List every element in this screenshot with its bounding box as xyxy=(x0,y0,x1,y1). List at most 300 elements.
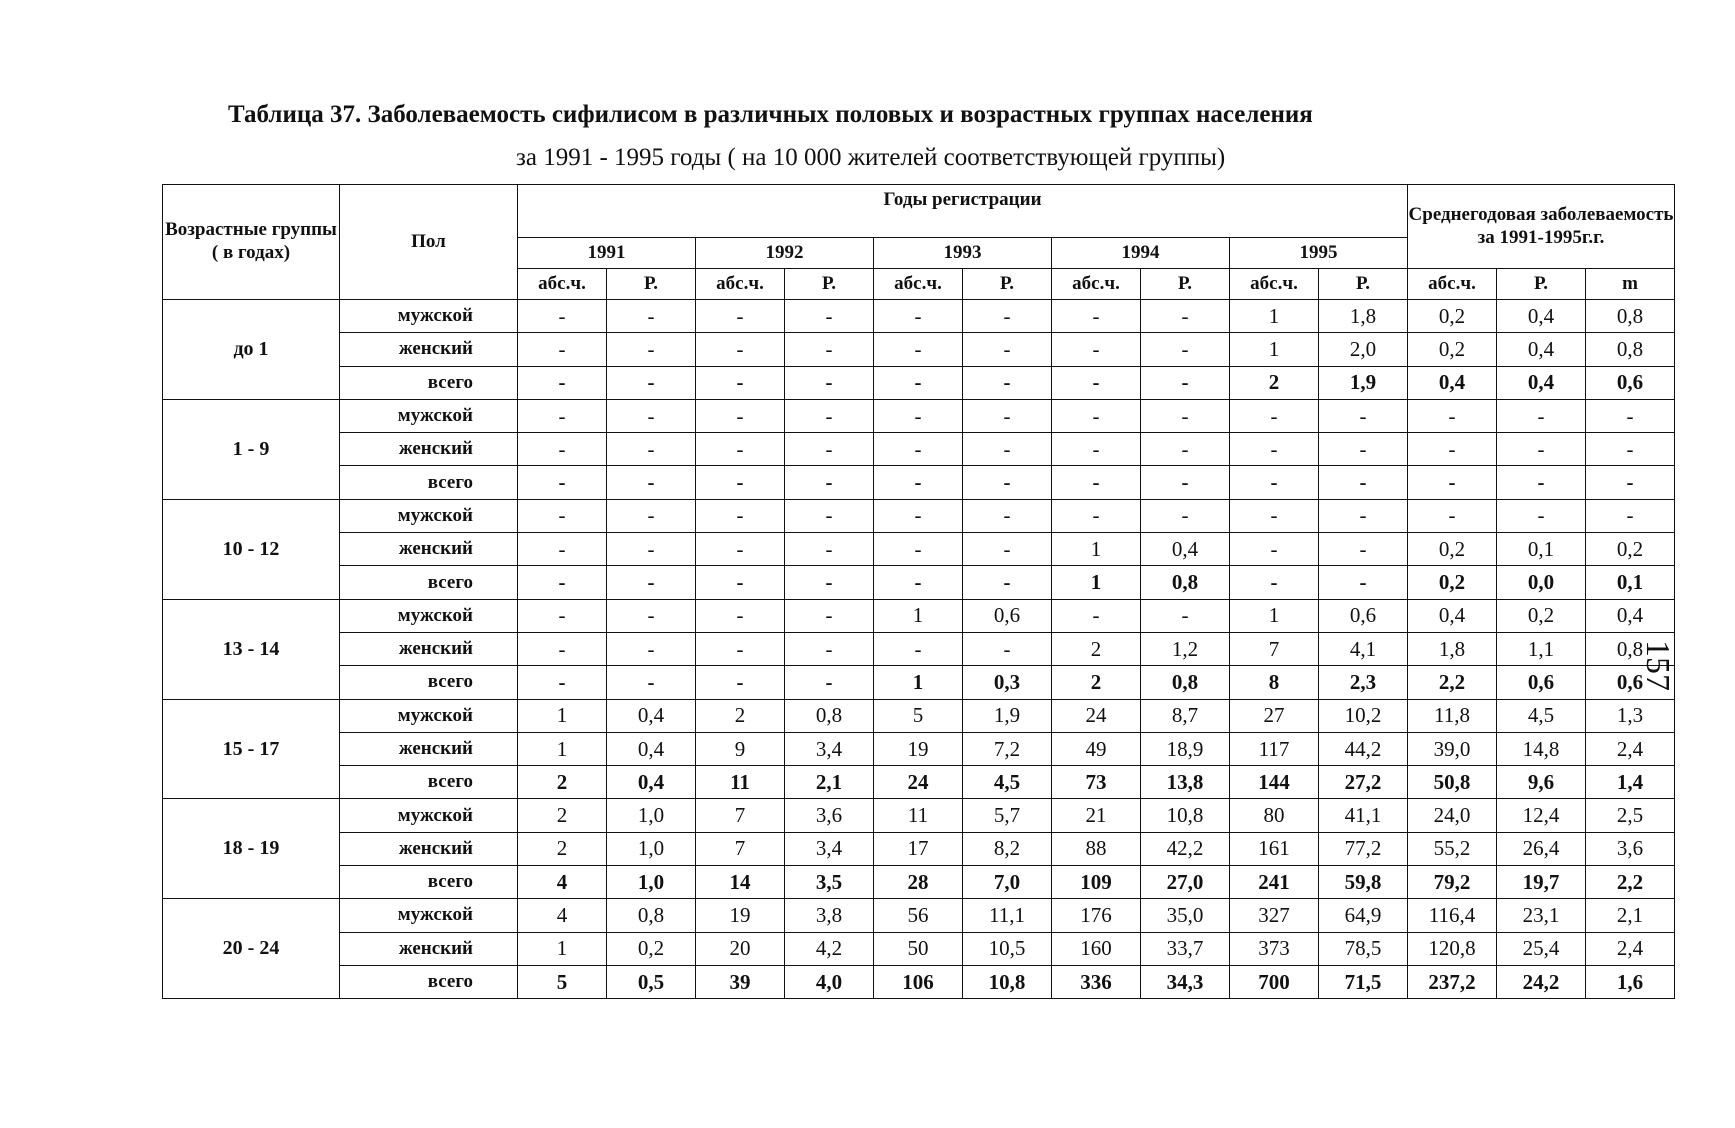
table-row xyxy=(163,333,1675,366)
table-row xyxy=(163,899,1675,932)
value-cell: 0,4 xyxy=(1408,366,1497,399)
value-cell: 2 xyxy=(518,799,607,832)
value-cell: 2 xyxy=(696,699,785,732)
value-cell: 59,8 xyxy=(1319,866,1408,899)
value-cell: - xyxy=(1141,399,1230,432)
age-group-cell: 13 - 14 xyxy=(163,599,340,699)
value-cell: - xyxy=(1230,566,1319,599)
header-p: Р. xyxy=(1319,269,1408,300)
value-cell: 117 xyxy=(1230,732,1319,765)
value-cell: 0,4 xyxy=(1497,366,1586,399)
sex-cell: мужской xyxy=(340,899,518,932)
sex-cell: всего xyxy=(340,666,518,699)
value-cell: - xyxy=(1586,433,1675,466)
value-cell: - xyxy=(1230,466,1319,499)
value-cell: - xyxy=(1052,433,1141,466)
age-group-cell: 10 - 12 xyxy=(163,499,340,599)
value-cell: - xyxy=(1141,499,1230,532)
sex-cell: женский xyxy=(340,832,518,865)
value-cell: 3,6 xyxy=(785,799,874,832)
value-cell: 1 xyxy=(1052,566,1141,599)
value-cell: 0,2 xyxy=(1408,300,1497,333)
value-cell: - xyxy=(518,300,607,333)
value-cell: - xyxy=(607,666,696,699)
header-year-1995: 1995 xyxy=(1230,238,1408,269)
value-cell: - xyxy=(963,533,1052,566)
table-title: Таблица 37. Заболеваемость сифилисом в различных половых и возрастных группах населения xyxy=(228,101,1313,128)
value-cell: 42,2 xyxy=(1141,832,1230,865)
value-cell: 176 xyxy=(1052,899,1141,932)
value-cell: - xyxy=(874,466,963,499)
sex-cell: всего xyxy=(340,566,518,599)
value-cell: 12,4 xyxy=(1497,799,1586,832)
sex-cell: мужской xyxy=(340,300,518,333)
header-age-group: Возрастные группы ( в годах) xyxy=(163,185,340,300)
value-cell: - xyxy=(785,599,874,632)
value-cell: 0,8 xyxy=(1141,566,1230,599)
value-cell: 0,8 xyxy=(1141,666,1230,699)
age-group-cell: 20 - 24 xyxy=(163,899,340,999)
value-cell: - xyxy=(963,300,1052,333)
value-cell: - xyxy=(963,433,1052,466)
value-cell: 0,6 xyxy=(963,599,1052,632)
sex-cell: мужской xyxy=(340,499,518,532)
value-cell: 5 xyxy=(518,965,607,998)
value-cell: - xyxy=(696,666,785,699)
value-cell: - xyxy=(518,599,607,632)
header-p: Р. xyxy=(785,269,874,300)
value-cell: 7 xyxy=(696,832,785,865)
value-cell: 1,1 xyxy=(1497,632,1586,665)
header-abs: абс.ч. xyxy=(874,269,963,300)
value-cell: - xyxy=(963,632,1052,665)
header-sex: Пол xyxy=(340,185,518,300)
value-cell: 1,0 xyxy=(607,866,696,899)
table-row xyxy=(163,632,1675,665)
value-cell: 14 xyxy=(696,866,785,899)
value-cell: 26,4 xyxy=(1497,832,1586,865)
value-cell: 3,4 xyxy=(785,732,874,765)
header-year-1994: 1994 xyxy=(1052,238,1230,269)
value-cell: - xyxy=(607,632,696,665)
value-cell: - xyxy=(1141,599,1230,632)
value-cell: 2,1 xyxy=(1586,899,1675,932)
value-cell: - xyxy=(785,566,874,599)
value-cell: - xyxy=(874,300,963,333)
value-cell: 2,4 xyxy=(1586,932,1675,965)
value-cell: 14,8 xyxy=(1497,732,1586,765)
value-cell: - xyxy=(696,599,785,632)
table-row xyxy=(163,366,1675,399)
value-cell: 21 xyxy=(1052,799,1141,832)
incidence-table xyxy=(162,184,1675,999)
table-row xyxy=(163,699,1675,732)
value-cell: 24 xyxy=(1052,699,1141,732)
value-cell: 77,2 xyxy=(1319,832,1408,865)
value-cell: 2 xyxy=(1230,366,1319,399)
sex-cell: женский xyxy=(340,732,518,765)
value-cell: 2,5 xyxy=(1586,799,1675,832)
value-cell: - xyxy=(518,666,607,699)
value-cell: - xyxy=(1319,499,1408,532)
value-cell: 109 xyxy=(1052,866,1141,899)
value-cell: 3,4 xyxy=(785,832,874,865)
value-cell: - xyxy=(785,300,874,333)
value-cell: 1 xyxy=(518,932,607,965)
value-cell: 144 xyxy=(1230,766,1319,799)
header-year-1992: 1992 xyxy=(696,238,874,269)
table-row xyxy=(163,932,1675,965)
value-cell: - xyxy=(607,399,696,432)
value-cell: 1 xyxy=(1230,333,1319,366)
page-number: 157 xyxy=(1639,640,1676,691)
value-cell: - xyxy=(785,499,874,532)
value-cell: 0,0 xyxy=(1497,566,1586,599)
value-cell: 18,9 xyxy=(1141,732,1230,765)
value-cell: 27,0 xyxy=(1141,866,1230,899)
value-cell: - xyxy=(1230,433,1319,466)
value-cell: 327 xyxy=(1230,899,1319,932)
table-row xyxy=(163,965,1675,998)
value-cell: 336 xyxy=(1052,965,1141,998)
value-cell: - xyxy=(1408,466,1497,499)
value-cell: 9,6 xyxy=(1497,766,1586,799)
value-cell: 0,8 xyxy=(1586,632,1675,665)
value-cell: - xyxy=(785,399,874,432)
value-cell: 24 xyxy=(874,766,963,799)
table-row xyxy=(163,599,1675,632)
value-cell: - xyxy=(696,433,785,466)
value-cell: - xyxy=(518,466,607,499)
value-cell: 5,7 xyxy=(963,799,1052,832)
value-cell: - xyxy=(963,366,1052,399)
value-cell: 0,4 xyxy=(1586,599,1675,632)
value-cell: 2,2 xyxy=(1586,866,1675,899)
value-cell: 700 xyxy=(1230,965,1319,998)
value-cell: 0,5 xyxy=(607,965,696,998)
header-p: Р. xyxy=(963,269,1052,300)
value-cell: 2,3 xyxy=(1319,666,1408,699)
value-cell: 0,3 xyxy=(963,666,1052,699)
age-group-cell: 15 - 17 xyxy=(163,699,340,799)
value-cell: 7 xyxy=(1230,632,1319,665)
value-cell: 0,6 xyxy=(1497,666,1586,699)
sex-cell: женский xyxy=(340,932,518,965)
value-cell: - xyxy=(874,399,963,432)
value-cell: - xyxy=(785,333,874,366)
value-cell: 241 xyxy=(1230,866,1319,899)
value-cell: - xyxy=(1141,333,1230,366)
value-cell: - xyxy=(696,466,785,499)
header-abs: абс.ч. xyxy=(696,269,785,300)
age-group-cell: 18 - 19 xyxy=(163,799,340,899)
value-cell: - xyxy=(1586,399,1675,432)
value-cell: 1 xyxy=(874,599,963,632)
value-cell: 0,6 xyxy=(1586,366,1675,399)
value-cell: - xyxy=(1319,433,1408,466)
table-row xyxy=(163,832,1675,865)
table-row xyxy=(163,766,1675,799)
value-cell: 1 xyxy=(518,699,607,732)
value-cell: 0,2 xyxy=(1586,533,1675,566)
sex-cell: мужской xyxy=(340,399,518,432)
value-cell: 19,7 xyxy=(1497,866,1586,899)
value-cell: - xyxy=(1141,366,1230,399)
sex-cell: всего xyxy=(340,466,518,499)
header-p: Р. xyxy=(607,269,696,300)
header-years-registration: Годы регистрации xyxy=(518,185,1408,238)
table-subtitle: за 1991 - 1995 годы ( на 10 000 жителей соответствующей группы) xyxy=(516,144,1226,171)
value-cell: - xyxy=(963,466,1052,499)
value-cell: - xyxy=(785,533,874,566)
value-cell: - xyxy=(607,499,696,532)
value-cell: 160 xyxy=(1052,932,1141,965)
value-cell: - xyxy=(607,599,696,632)
value-cell: 24,0 xyxy=(1408,799,1497,832)
table-row xyxy=(163,433,1675,466)
value-cell: 7 xyxy=(696,799,785,832)
value-cell: - xyxy=(518,632,607,665)
sex-cell: всего xyxy=(340,766,518,799)
value-cell: - xyxy=(874,333,963,366)
age-group-cell: до 1 xyxy=(163,300,340,400)
table-row xyxy=(163,866,1675,899)
value-cell: 10,8 xyxy=(963,965,1052,998)
value-cell: 49 xyxy=(1052,732,1141,765)
sex-cell: всего xyxy=(340,965,518,998)
value-cell: 50,8 xyxy=(1408,766,1497,799)
value-cell: 0,4 xyxy=(607,732,696,765)
value-cell: 2 xyxy=(1052,632,1141,665)
value-cell: - xyxy=(963,333,1052,366)
value-cell: 25,4 xyxy=(1497,932,1586,965)
value-cell: 4,1 xyxy=(1319,632,1408,665)
table-row xyxy=(163,566,1675,599)
value-cell: - xyxy=(607,466,696,499)
value-cell: - xyxy=(1052,333,1141,366)
value-cell: 7,0 xyxy=(963,866,1052,899)
value-cell: - xyxy=(1052,466,1141,499)
value-cell: 1,8 xyxy=(1408,632,1497,665)
value-cell: - xyxy=(1141,466,1230,499)
value-cell: 0,6 xyxy=(1319,599,1408,632)
value-cell: 0,8 xyxy=(1586,300,1675,333)
value-cell: - xyxy=(1497,466,1586,499)
value-cell: 4,5 xyxy=(1497,699,1586,732)
table-body xyxy=(163,300,1675,999)
value-cell: - xyxy=(518,333,607,366)
table-row xyxy=(163,499,1675,532)
value-cell: 1 xyxy=(1052,533,1141,566)
age-group-cell: 1 - 9 xyxy=(163,399,340,499)
value-cell: - xyxy=(1052,399,1141,432)
value-cell: 7,2 xyxy=(963,732,1052,765)
sex-cell: женский xyxy=(340,632,518,665)
value-cell: 4 xyxy=(518,899,607,932)
value-cell: - xyxy=(696,399,785,432)
value-cell: 0,1 xyxy=(1497,533,1586,566)
value-cell: 71,5 xyxy=(1319,965,1408,998)
value-cell: - xyxy=(874,366,963,399)
value-cell: 23,1 xyxy=(1497,899,1586,932)
value-cell: - xyxy=(785,433,874,466)
header-abs: абс.ч. xyxy=(518,269,607,300)
value-cell: - xyxy=(1052,300,1141,333)
sex-cell: женский xyxy=(340,533,518,566)
value-cell: 1 xyxy=(874,666,963,699)
value-cell: 34,3 xyxy=(1141,965,1230,998)
value-cell: 0,2 xyxy=(1408,333,1497,366)
value-cell: - xyxy=(963,566,1052,599)
value-cell: - xyxy=(874,533,963,566)
value-cell: 0,2 xyxy=(1408,566,1497,599)
value-cell: - xyxy=(696,333,785,366)
table-row xyxy=(163,732,1675,765)
value-cell: - xyxy=(874,632,963,665)
value-cell: - xyxy=(1319,566,1408,599)
value-cell: 80 xyxy=(1230,799,1319,832)
value-cell: 41,1 xyxy=(1319,799,1408,832)
value-cell: 4 xyxy=(518,866,607,899)
sex-cell: женский xyxy=(340,433,518,466)
value-cell: - xyxy=(518,366,607,399)
value-cell: - xyxy=(1408,433,1497,466)
value-cell: - xyxy=(963,399,1052,432)
value-cell: 4,2 xyxy=(785,932,874,965)
value-cell: 237,2 xyxy=(1408,965,1497,998)
sex-cell: женский xyxy=(340,333,518,366)
value-cell: 17 xyxy=(874,832,963,865)
value-cell: 5 xyxy=(874,699,963,732)
value-cell: 19 xyxy=(874,732,963,765)
sex-cell: всего xyxy=(340,866,518,899)
value-cell: - xyxy=(607,566,696,599)
value-cell: 120,8 xyxy=(1408,932,1497,965)
header-year-1991: 1991 xyxy=(518,238,696,269)
value-cell: 11,8 xyxy=(1408,699,1497,732)
value-cell: 2,4 xyxy=(1586,732,1675,765)
value-cell: 11,1 xyxy=(963,899,1052,932)
value-cell: - xyxy=(518,499,607,532)
value-cell: 10,2 xyxy=(1319,699,1408,732)
value-cell: 0,2 xyxy=(1408,533,1497,566)
value-cell: 13,8 xyxy=(1141,766,1230,799)
value-cell: 0,8 xyxy=(607,899,696,932)
value-cell: 0,4 xyxy=(1408,599,1497,632)
sex-cell: мужской xyxy=(340,799,518,832)
value-cell: - xyxy=(874,433,963,466)
value-cell: 1,8 xyxy=(1319,300,1408,333)
value-cell: - xyxy=(518,533,607,566)
sex-cell: мужской xyxy=(340,599,518,632)
table-row xyxy=(163,799,1675,832)
header-p: Р. xyxy=(1497,269,1586,300)
header-avg-incidence: Среднегодовая заболеваемость за 1991-1995г.г. xyxy=(1408,185,1675,269)
value-cell: - xyxy=(518,566,607,599)
value-cell: 2 xyxy=(518,766,607,799)
value-cell: - xyxy=(1319,466,1408,499)
value-cell: 33,7 xyxy=(1141,932,1230,965)
value-cell: 0,1 xyxy=(1586,566,1675,599)
value-cell: 0,4 xyxy=(607,766,696,799)
table-row xyxy=(163,399,1675,432)
value-cell: 0,4 xyxy=(1497,300,1586,333)
value-cell: 0,2 xyxy=(1497,599,1586,632)
value-cell: 8 xyxy=(1230,666,1319,699)
value-cell: - xyxy=(785,366,874,399)
sex-cell: всего xyxy=(340,366,518,399)
value-cell: - xyxy=(607,333,696,366)
value-cell: 44,2 xyxy=(1319,732,1408,765)
value-cell: 4,5 xyxy=(963,766,1052,799)
value-cell: 1,6 xyxy=(1586,965,1675,998)
value-cell: 24,2 xyxy=(1497,965,1586,998)
table-row xyxy=(163,533,1675,566)
value-cell: - xyxy=(1408,399,1497,432)
value-cell: 2,1 xyxy=(785,766,874,799)
value-cell: 73 xyxy=(1052,766,1141,799)
value-cell: 27,2 xyxy=(1319,766,1408,799)
value-cell: 10,5 xyxy=(963,932,1052,965)
value-cell: 9 xyxy=(696,732,785,765)
value-cell: 1 xyxy=(1230,300,1319,333)
value-cell: 3,8 xyxy=(785,899,874,932)
table-row xyxy=(163,666,1675,699)
header-abs: абс.ч. xyxy=(1052,269,1141,300)
value-cell: 78,5 xyxy=(1319,932,1408,965)
value-cell: 10,8 xyxy=(1141,799,1230,832)
value-cell: - xyxy=(1230,533,1319,566)
value-cell: - xyxy=(696,566,785,599)
value-cell: 2 xyxy=(518,832,607,865)
value-cell: 50 xyxy=(874,932,963,965)
value-cell: 0,8 xyxy=(1586,333,1675,366)
value-cell: - xyxy=(1586,499,1675,532)
value-cell: - xyxy=(607,433,696,466)
value-cell: - xyxy=(1230,399,1319,432)
value-cell: 27 xyxy=(1230,699,1319,732)
value-cell: 0,4 xyxy=(1497,333,1586,366)
value-cell: - xyxy=(963,499,1052,532)
value-cell: - xyxy=(1497,433,1586,466)
value-cell: 8,2 xyxy=(963,832,1052,865)
value-cell: 3,6 xyxy=(1586,832,1675,865)
value-cell: 2 xyxy=(1052,666,1141,699)
value-cell: - xyxy=(696,366,785,399)
value-cell: 0,8 xyxy=(785,699,874,732)
value-cell: 106 xyxy=(874,965,963,998)
value-cell: 1,2 xyxy=(1141,632,1230,665)
table-row xyxy=(163,300,1675,333)
value-cell: 0,4 xyxy=(607,699,696,732)
value-cell: - xyxy=(696,499,785,532)
value-cell: - xyxy=(1319,533,1408,566)
value-cell: 373 xyxy=(1230,932,1319,965)
value-cell: - xyxy=(1141,300,1230,333)
value-cell: - xyxy=(1497,399,1586,432)
value-cell: - xyxy=(785,632,874,665)
value-cell: 39,0 xyxy=(1408,732,1497,765)
value-cell: 0,4 xyxy=(1141,533,1230,566)
value-cell: 0,2 xyxy=(607,932,696,965)
value-cell: 20 xyxy=(696,932,785,965)
value-cell: 28 xyxy=(874,866,963,899)
value-cell: - xyxy=(518,399,607,432)
value-cell: - xyxy=(696,300,785,333)
value-cell: - xyxy=(785,466,874,499)
value-cell: 1,9 xyxy=(1319,366,1408,399)
header-p: Р. xyxy=(1141,269,1230,300)
